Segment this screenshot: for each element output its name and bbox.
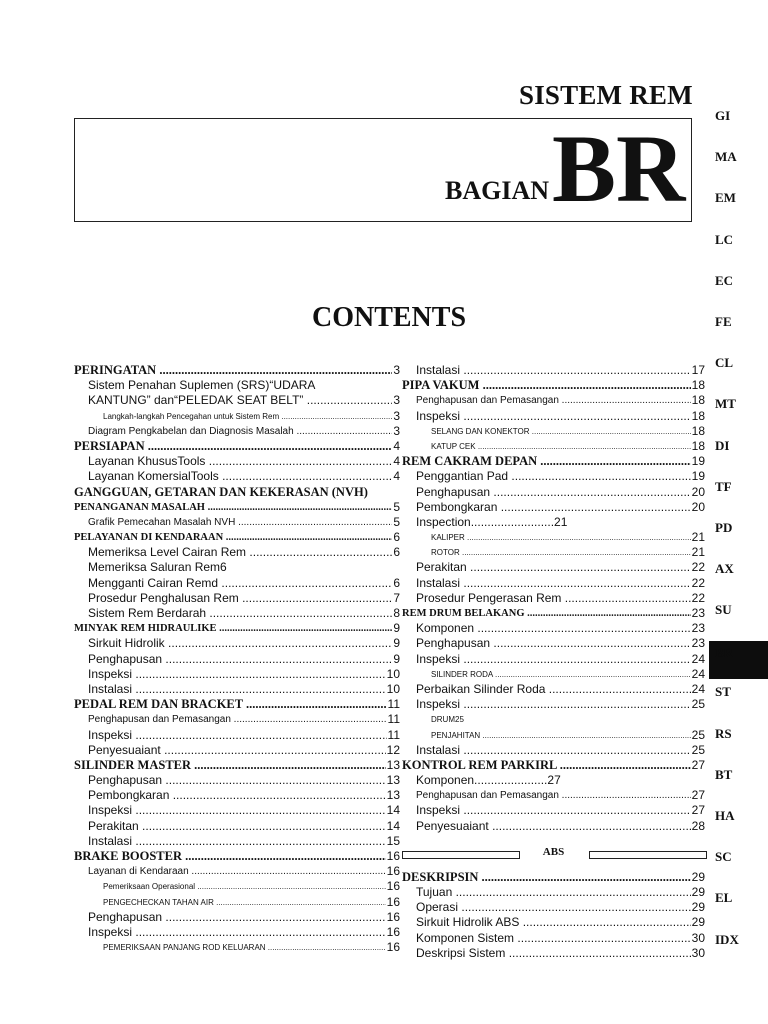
toc-entry-title: PENGECHECKAN TAHAN AIR ..... (74, 895, 400, 910)
section-tab-bt[interactable]: BT (715, 766, 733, 782)
toc-entry[interactable] (74, 515, 400, 530)
toc-entry[interactable] (74, 439, 400, 454)
toc-entry[interactable] (402, 560, 705, 575)
toc-entry[interactable] (402, 606, 705, 621)
toc-entry-title: PERSIAPAN ..... (74, 439, 400, 454)
toc-entry[interactable] (74, 834, 400, 849)
toc-entry-title: Pembongkaran ..... (74, 788, 400, 803)
toc-entry-title: Prosedur Penghalusan Rem ..... (74, 591, 400, 606)
section-tab-lc[interactable]: LC (715, 231, 734, 247)
toc-entry-title: REM CAKRAM DEPAN ..... (402, 454, 705, 469)
toc-entry[interactable] (402, 803, 705, 818)
toc-entry[interactable] (74, 576, 400, 591)
toc-entry-page: 18 (691, 393, 705, 408)
toc-entry-page: 3 (393, 423, 400, 438)
toc-entry-page: 12 (386, 742, 400, 757)
toc-entry[interactable] (402, 773, 705, 788)
toc-entry[interactable] (402, 621, 705, 636)
toc-entry-page: 16 (386, 924, 400, 939)
toc-entry[interactable] (402, 885, 705, 900)
toc-entry-title: Sistem Penahan Suplemen (SRS)“UDARA (88, 378, 316, 393)
toc-entry[interactable] (74, 636, 400, 651)
contents-heading: CONTENTS (311, 302, 467, 333)
toc-entry[interactable] (74, 393, 400, 408)
toc-entry-title: Memeriksa Saluran Rem6 (88, 560, 227, 575)
toc-entry-page: 19 (691, 454, 705, 469)
toc-entry-page: 15 (386, 833, 400, 848)
toc-entry-page: 19 (691, 469, 705, 484)
toc-entry-title: Deskripsi Sistem ..... (402, 946, 705, 961)
toc-entry-page: 30 (691, 945, 705, 960)
toc-entry-title: PERINGATAN ..... (74, 363, 400, 378)
toc-entry-page: 29 (691, 885, 705, 899)
toc-entry[interactable] (74, 667, 400, 682)
toc-entry-page: 24 (691, 681, 705, 696)
toc-entry-page: 4 (393, 469, 400, 484)
toc-entry-page: 18 (691, 408, 705, 423)
toc-right-column (402, 363, 705, 961)
section-tab-idx[interactable]: IDX (715, 931, 739, 947)
toc-entry-page: 21 (691, 545, 705, 560)
toc-entry[interactable] (74, 606, 400, 621)
toc-entry-page: 16 (386, 894, 400, 909)
toc-entry-page: 27 (691, 757, 705, 772)
toc-entry[interactable] (402, 469, 705, 484)
toc-entry-title: Instalasi ..... (74, 834, 400, 849)
toc-entry-title: MINYAK REM HIDRAULIKE ..... (74, 621, 400, 636)
toc-entry[interactable] (402, 697, 705, 712)
toc-entry[interactable] (74, 545, 400, 560)
toc-entry-title: KALIPER ..... (402, 530, 705, 545)
toc-entry-page: 25 (691, 697, 705, 712)
toc-entry-title: Instalasi ..... (74, 682, 400, 697)
toc-entry-title: Inspeksi ..... (74, 803, 400, 818)
toc-entry[interactable] (74, 378, 400, 393)
toc-entry-page: 10 (386, 681, 400, 696)
toc-entry-title: Diagram Pengkabelan dan Diagnosis Masalah ..... (74, 424, 400, 439)
toc-entry[interactable] (74, 849, 400, 864)
toc-entry-page: 4 (393, 438, 400, 453)
toc-entry-page: 9 (393, 636, 400, 651)
toc-entry-title: Inspection.........................21 (416, 514, 568, 529)
toc-entry-page: 24 (691, 666, 705, 681)
toc-entry-page: 11 (387, 712, 400, 727)
toc-entry-title: Perakitan ..... (74, 819, 400, 834)
toc-entry-title: GANGGUAN, GETARAN DAN KEKERASAN (NVH) (74, 484, 368, 499)
toc-entry[interactable] (402, 915, 705, 930)
toc-entry[interactable] (74, 469, 400, 484)
toc-entry[interactable] (402, 393, 705, 408)
toc-entry-title: SELANG DAN KONEKTOR ..... (402, 424, 705, 439)
toc-entry[interactable] (74, 788, 400, 803)
toc-entry[interactable] (402, 788, 705, 803)
toc-entry[interactable] (74, 803, 400, 818)
toc-entry-title: PENJAHITAN ..... (402, 728, 705, 743)
toc-entry[interactable] (74, 697, 400, 712)
toc-left-column (74, 363, 400, 955)
section-tab-el[interactable]: EL (715, 890, 733, 906)
toc-entry-title: Penggantian Pad ..... (402, 469, 705, 484)
section-tab-di[interactable]: DI (715, 437, 730, 453)
toc-entry-page: 5 (393, 499, 400, 514)
toc-entry-title: Komponen......................27 (416, 773, 561, 788)
section-tab-ec[interactable]: EC (715, 272, 734, 288)
toc-entry-page: 22 (691, 575, 705, 590)
toc-entry-page: 6 (393, 545, 400, 560)
toc-entry-title: Penghapusan dan Pemasangan ..... (402, 393, 705, 408)
section-tab-ma[interactable]: MA (715, 149, 737, 165)
toc-entry-title: BRAKE BOOSTER ..... (74, 849, 400, 864)
toc-entry-title: Inspeksi ..... (74, 925, 400, 940)
toc-entry-title: Layanan KhususTools ..... (74, 454, 400, 469)
toc-entry-title: Layanan di Kendaraan ..... (74, 864, 400, 879)
toc-entry[interactable] (402, 819, 705, 834)
section-tab-su[interactable]: SU (715, 602, 732, 618)
toc-entry-page: 20 (691, 499, 705, 514)
toc-entry[interactable] (74, 879, 400, 894)
toc-entry-page: 25 (691, 742, 705, 757)
toc-entry-page: 5 (393, 514, 400, 529)
section-tab-mt[interactable]: MT (715, 396, 736, 412)
toc-entry[interactable] (402, 728, 705, 743)
toc-entry-title: Memeriksa Level Cairan Rem ..... (74, 545, 400, 560)
toc-entry[interactable] (402, 900, 705, 915)
toc-entry[interactable] (402, 485, 705, 500)
toc-entry-page: 23 (691, 621, 705, 636)
toc-entry-title: PENANGANAN MASALAH ..... (74, 500, 400, 515)
toc-entry-title: Inspeksi ..... (402, 697, 705, 712)
toc-entry-title: Inspeksi ..... (402, 409, 705, 424)
toc-entry[interactable] (74, 621, 400, 636)
toc-entry-title: Inspeksi ..... (74, 667, 400, 682)
toc-entry-title: Mengganti Cairan Remd ..... (74, 576, 400, 591)
toc-entry-page: 3 (393, 393, 400, 408)
toc-entry-title: Sirkuit Hidrolik ..... (74, 636, 400, 651)
toc-entry-title: KONTROL REM PARKIRL ..... (402, 758, 705, 773)
toc-entry-title: Inspeksi ..... (402, 803, 705, 818)
toc-entry-title: Layanan KomersialTools ..... (74, 469, 400, 484)
toc-entry-title: Instalasi ..... (402, 363, 705, 378)
document-title: SISTEM REM (519, 80, 693, 110)
toc-entry-title: Penghapusan dan Pemasangan ..... (74, 712, 400, 727)
toc-entry-page: 13 (386, 773, 400, 788)
toc-entry[interactable] (74, 940, 400, 955)
toc-entry-page: 27 (691, 788, 705, 803)
toc-entry-page: 14 (386, 803, 400, 818)
toc-entry-page: 14 (386, 818, 400, 833)
toc-entry[interactable] (402, 712, 705, 727)
toc-entry-title: SILINDER MASTER ..... (74, 758, 400, 773)
toc-entry-page: 30 (691, 930, 705, 945)
toc-entry[interactable] (402, 439, 705, 454)
toc-entry-title: Penghapusan ..... (402, 636, 705, 651)
abs-section-banner (402, 846, 705, 866)
toc-entry-title: PIPA VAKUM ..... (402, 378, 705, 393)
toc-entry-page: 6 (393, 575, 400, 590)
banner-rule-right (589, 851, 707, 859)
toc-entry[interactable] (402, 424, 705, 439)
toc-entry-page: 9 (393, 621, 400, 636)
toc-entry-page: 16 (386, 940, 400, 955)
toc-entry[interactable] (74, 864, 400, 879)
toc-entry[interactable] (402, 378, 705, 393)
toc-entry[interactable] (402, 530, 705, 545)
toc-entry[interactable] (74, 591, 400, 606)
toc-entry[interactable] (74, 409, 400, 424)
section-tab-rs[interactable]: RS (715, 725, 732, 741)
toc-entry-page: 11 (387, 697, 400, 712)
toc-entry-title: Inspeksi ..... (402, 652, 705, 667)
toc-entry[interactable] (74, 743, 400, 758)
section-tab-sc[interactable]: SC (715, 849, 732, 865)
toc-entry[interactable] (74, 773, 400, 788)
toc-entry-page: 16 (386, 849, 400, 863)
toc-entry[interactable] (402, 870, 705, 885)
toc-entry[interactable] (402, 636, 705, 651)
toc-entry[interactable] (402, 576, 705, 591)
toc-entry[interactable] (74, 560, 400, 575)
section-tab-ha[interactable]: HA (715, 808, 735, 823)
section-tab-cl[interactable]: CL (715, 355, 734, 371)
toc-entry-page: 20 (691, 484, 705, 499)
toc-entry-title: DRUM25 (431, 715, 464, 725)
toc-entry-title: Penghapusan dan Pemasangan ..... (402, 788, 705, 803)
toc-entry-title: Instalasi ..... (402, 743, 705, 758)
toc-entry[interactable] (74, 925, 400, 940)
toc-entry-title: KATUP CEK ..... (402, 439, 705, 454)
toc-entry-title: Sirkuit Hidrolik ABS ..... (402, 915, 705, 930)
toc-entry[interactable] (74, 682, 400, 697)
toc-entry-title: DESKRIPSIN ..... (402, 870, 705, 885)
toc-entry-title: Perbaikan Silinder Roda ..... (402, 682, 705, 697)
toc-entry-page: 24 (691, 651, 705, 666)
toc-entry[interactable] (74, 485, 400, 500)
toc-entry[interactable] (74, 424, 400, 439)
toc-entry[interactable] (402, 758, 705, 773)
toc-entry-title: Operasi ..... (402, 900, 705, 915)
toc-entry[interactable] (402, 454, 705, 469)
toc-entry[interactable] (402, 591, 705, 606)
toc-entry-title: Perakitan ..... (402, 560, 705, 575)
toc-entry-page: 18 (691, 423, 705, 438)
toc-entry-title: Penghapusan ..... (402, 485, 705, 500)
section-code: BR (552, 115, 686, 222)
toc-entry-title: Inspeksi ..... (74, 728, 400, 743)
toc-entry[interactable] (402, 682, 705, 697)
toc-entry-page: 17 (691, 363, 705, 377)
toc-entry[interactable] (402, 545, 705, 560)
toc-entry[interactable] (402, 743, 705, 758)
spacer (402, 834, 705, 846)
toc-entry[interactable] (402, 931, 705, 946)
toc-entry-page: 16 (386, 909, 400, 924)
toc-entry[interactable] (402, 363, 705, 378)
toc-entry-title: Prosedur Pengerasan Rem ..... (402, 591, 705, 606)
toc-entry-page: 3 (393, 408, 400, 423)
toc-entry-page: 29 (691, 900, 705, 915)
toc-entry[interactable] (74, 758, 400, 773)
toc-entry-page: 9 (393, 651, 400, 666)
section-tab-br[interactable]: BR (709, 641, 768, 679)
toc-entry-page: 16 (386, 879, 400, 894)
toc-entry-title: PELAYANAN DI KENDARAAN ..... (74, 530, 400, 545)
toc-entry-title: Penghapusan ..... (74, 773, 400, 788)
toc-entry[interactable] (402, 667, 705, 682)
toc-entry-page: 25 (691, 727, 705, 742)
toc-entry[interactable] (74, 363, 400, 378)
toc-right-list-a (402, 363, 705, 834)
toc-entry-title: Komponen Sistem ..... (402, 931, 705, 946)
toc-entry-title: Pembongkaran ..... (402, 500, 705, 515)
toc-entry-page: 29 (691, 915, 705, 930)
toc-entry-title: Penghapusan ..... (74, 652, 400, 667)
toc-entry[interactable] (74, 500, 400, 515)
abs-label: ABS (542, 845, 565, 858)
toc-entry[interactable] (402, 652, 705, 667)
toc-entry-title: REM DRUM BELAKANG ..... (402, 606, 705, 621)
toc-entry-title: Penyesuaiant ..... (402, 819, 705, 834)
section-tab-strip (709, 104, 768, 969)
toc-entry-title: Tujuan ..... (402, 885, 705, 900)
toc-entry-page: 18 (691, 378, 705, 393)
toc-entry-title: Pemeriksaan Operasional ..... (74, 879, 400, 894)
toc-entry-page: 22 (691, 560, 705, 575)
section-label: BAGIAN (445, 176, 550, 205)
toc-entry-page: 10 (386, 666, 400, 681)
toc-entry-page: 13 (386, 788, 400, 803)
section-tab-st[interactable]: ST (715, 684, 731, 700)
toc-entry[interactable] (74, 530, 400, 545)
toc-entry-page: 13 (386, 757, 400, 772)
toc-entry[interactable] (74, 712, 400, 727)
toc-entry-title: SILINDER RODA ..... (402, 667, 705, 682)
toc-entry-page: 6 (393, 530, 400, 545)
toc-entry[interactable] (402, 946, 705, 961)
toc-entry-page: 28 (691, 818, 705, 833)
toc-entry-page: 27 (691, 803, 705, 818)
toc-entry-page: 16 (386, 864, 400, 879)
toc-entry[interactable] (74, 895, 400, 910)
toc-entry-page: 4 (393, 454, 400, 469)
toc-entry[interactable] (402, 500, 705, 515)
toc-entry-page: 8 (393, 606, 400, 620)
toc-entry[interactable] (402, 515, 705, 530)
toc-entry-page: 23 (691, 606, 705, 620)
toc-entry-title: Grafik Pemecahan Masalah NVH ..... (74, 515, 400, 530)
section-tab-ax[interactable]: AX (715, 561, 734, 577)
toc-entry-title: Penghapusan ..... (74, 910, 400, 925)
toc-entry[interactable] (74, 910, 400, 925)
toc-entry-page: 22 (691, 590, 705, 605)
toc-entry[interactable] (74, 819, 400, 834)
section-tab-pd[interactable]: PD (715, 519, 733, 535)
toc-entry-page: 11 (387, 727, 400, 742)
toc-entry-title: PEDAL REM DAN BRACKET ..... (74, 697, 400, 712)
toc-entry-page: 7 (393, 590, 400, 605)
toc-entry-page: 21 (691, 530, 705, 545)
toc-entry-page: 23 (691, 636, 705, 651)
section-tab-em[interactable]: EM (715, 190, 736, 206)
toc-entry-title: ROTOR ..... (402, 545, 705, 560)
toc-entry-title: Langkah-langkah Pencegahan untuk Sistem Rem ..... (74, 409, 400, 424)
toc-entry-title: KANTUNG” dan“PELEDAK SEAT BELT” ..... (74, 393, 400, 408)
section-tab-fe[interactable]: FE (715, 313, 732, 329)
toc-entry[interactable] (74, 652, 400, 667)
toc-entry[interactable] (74, 454, 400, 469)
toc-entry-page: 18 (691, 438, 705, 453)
toc-entry-page: 29 (691, 869, 705, 884)
section-tab-gi[interactable]: GI (715, 108, 731, 123)
toc-entry-title: PEMERIKSAAN PANJANG ROD KELUARAN ..... (74, 940, 400, 955)
toc-right-list-b (402, 870, 705, 961)
toc-entry-title: Komponen ..... (402, 621, 705, 636)
toc-entry-title: Penyesuaiant ..... (74, 743, 400, 758)
toc-entry-title: Instalasi ..... (402, 576, 705, 591)
section-tab-tf[interactable]: TF (715, 478, 732, 494)
toc-entry-title: Sistem Rem Berdarah ..... (74, 606, 400, 621)
toc-entry[interactable] (74, 728, 400, 743)
toc-entry-page: 3 (393, 363, 400, 377)
toc-entry[interactable] (402, 409, 705, 424)
